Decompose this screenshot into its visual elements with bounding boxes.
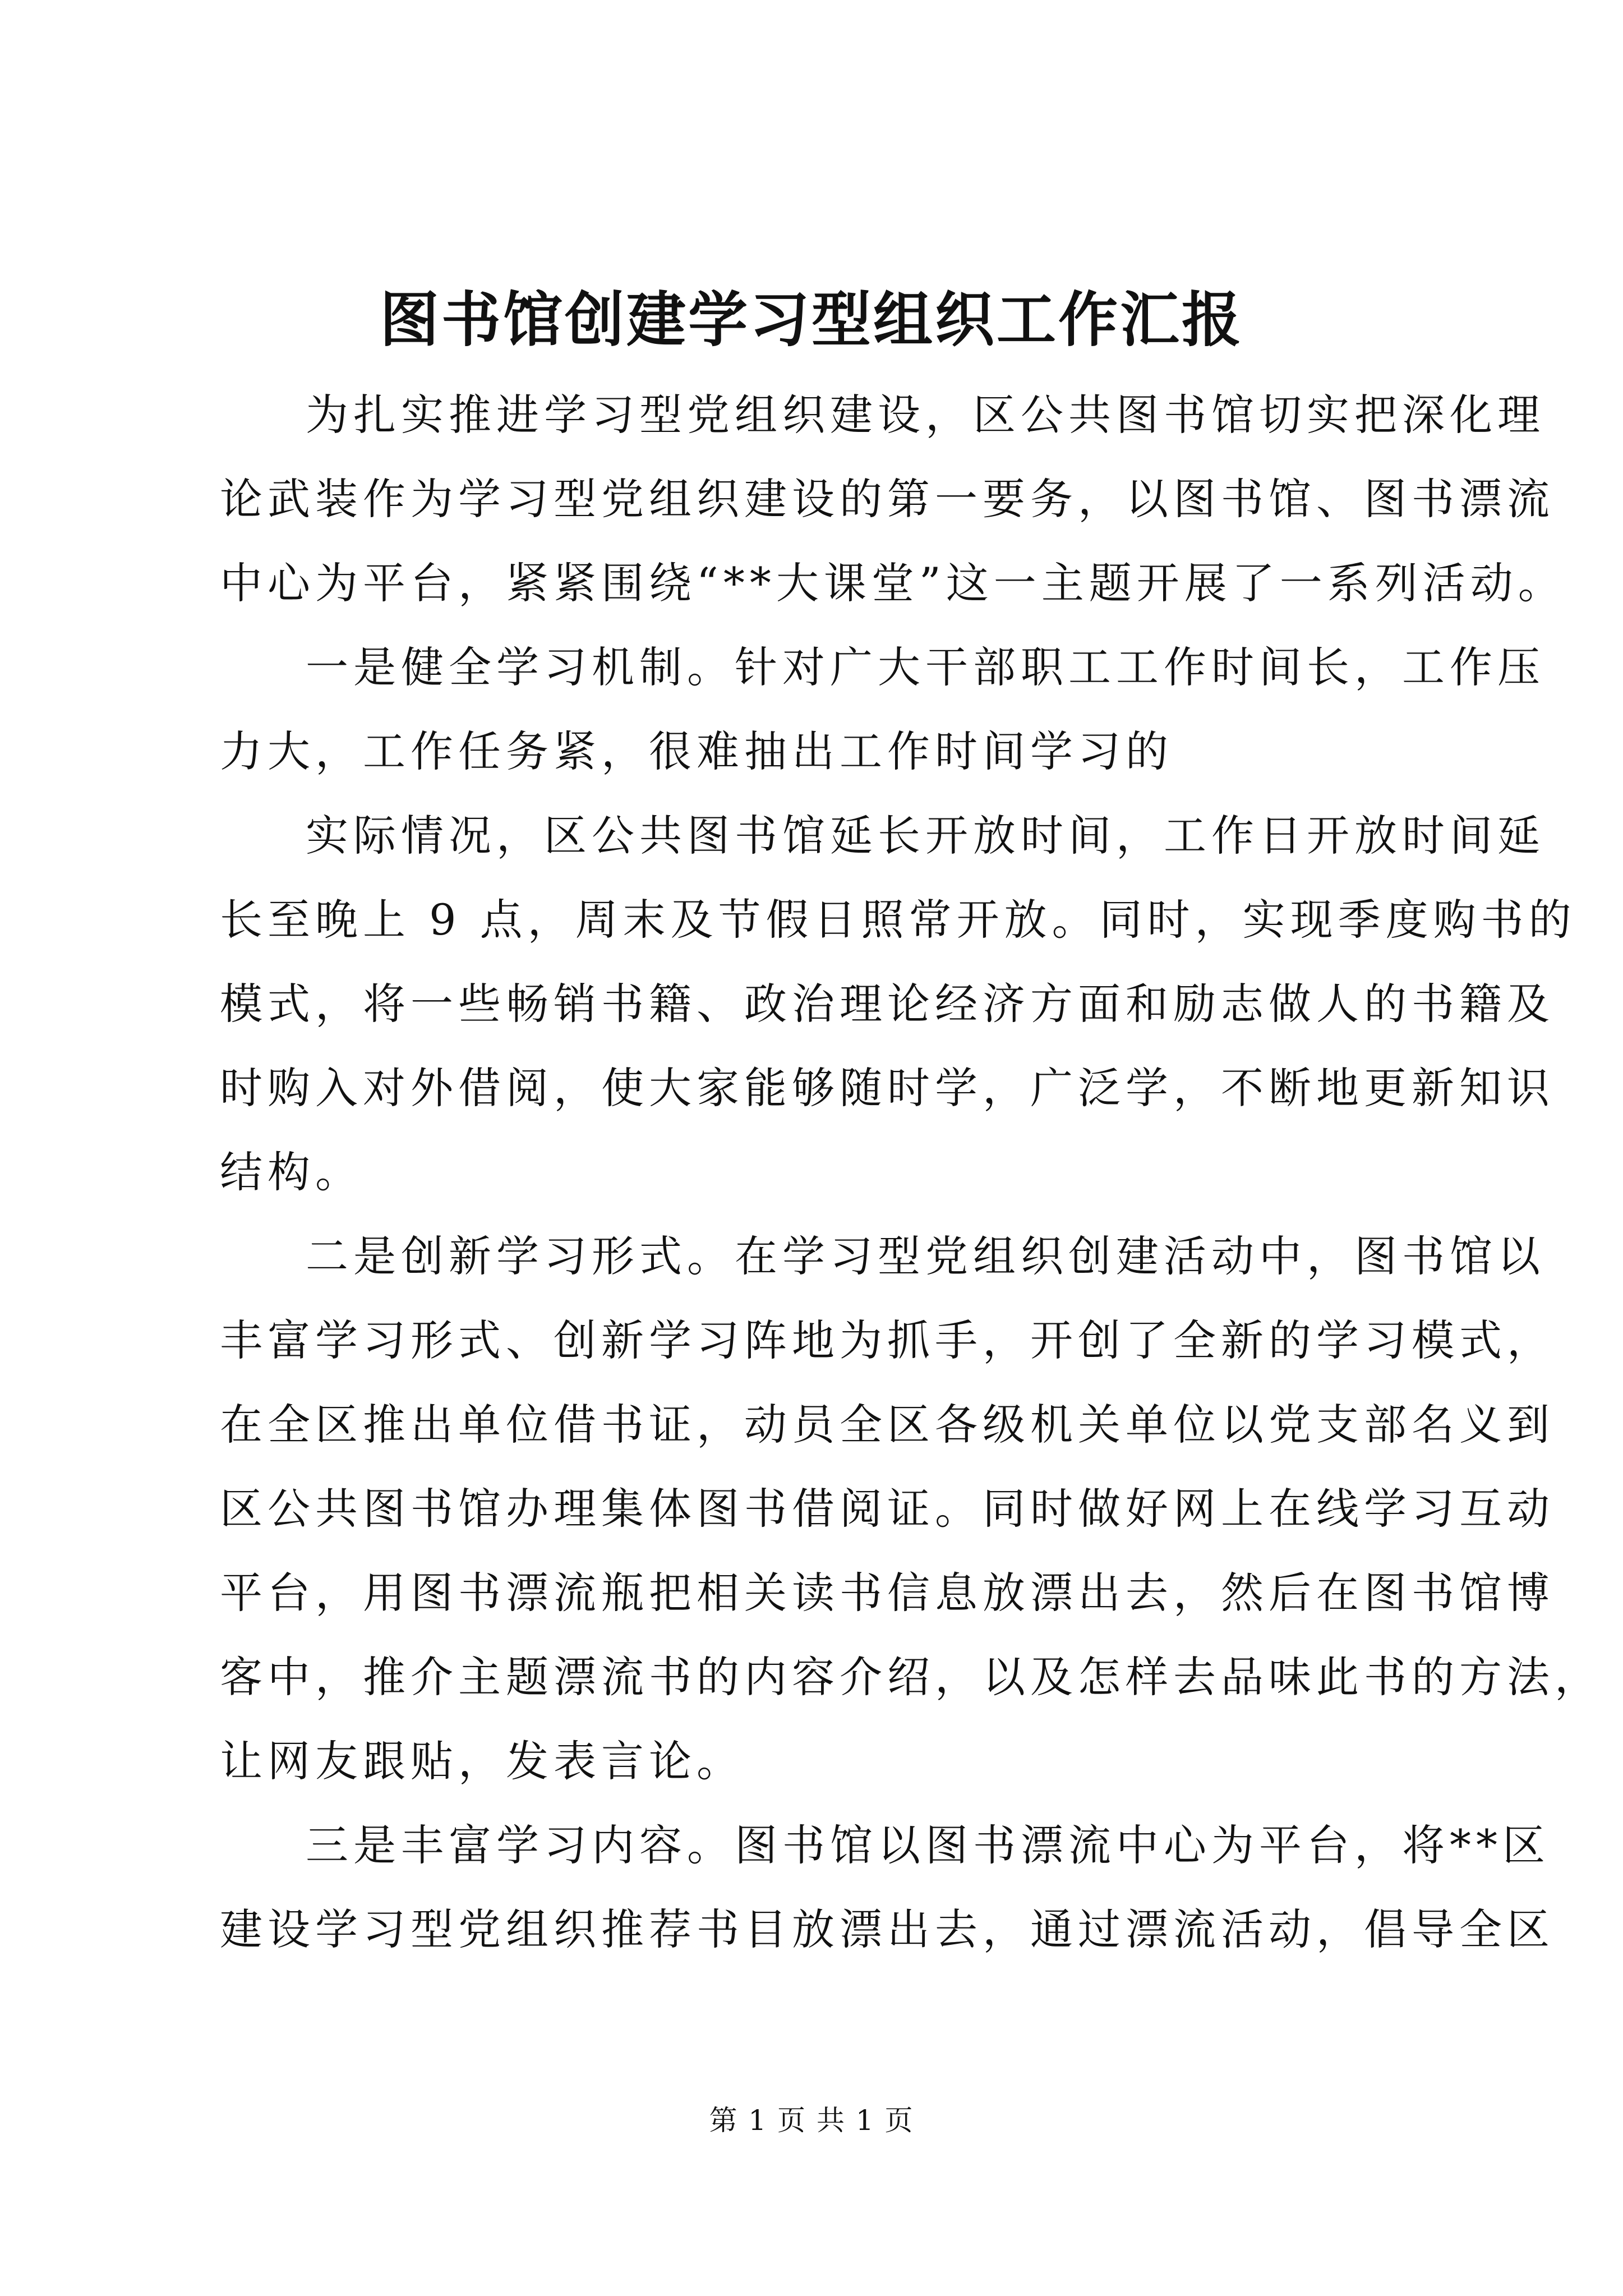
body-line: 一是健全学习机制。针对广大干部职工工作时间长，工作压	[306, 642, 1545, 692]
body-line: 长至晚上 9 点，周末及节假日照常开放。同时，实现季度购书的	[220, 895, 1576, 945]
body-line: 让网友跟贴，发表言论。	[220, 1736, 744, 1786]
body-line: 二是创新学习形式。在学习型党组织创建活动中，图书馆以	[306, 1231, 1545, 1281]
body-line: 为扎实推进学习型党组织建设，区公共图书馆切实把深化理	[306, 390, 1545, 440]
body-line: 时购入对外借阅，使大家能够随时学，广泛学，不断地更新知识	[220, 1063, 1555, 1113]
body-line: 实际情况，区公共图书馆延长开放时间，工作日开放时间延	[306, 811, 1545, 861]
body-line: 丰富学习形式、创新学习阵地为抓手，开创了全新的学习模式，	[220, 1315, 1555, 1365]
body-line: 区公共图书馆办理集体图书借阅证。同时做好网上在线学习互动	[220, 1484, 1555, 1534]
page-footer: 第 1 页 共 1 页	[709, 2104, 914, 2137]
body-line: 三是丰富学习内容。图书馆以图书漂流中心为平台，将**区	[306, 1820, 1550, 1870]
body-line: 平台，用图书漂流瓶把相关读书信息放漂出去，然后在图书馆博	[220, 1568, 1555, 1618]
body-line: 模式，将一些畅销书籍、政治理论经济方面和励志做人的书籍及	[220, 979, 1555, 1029]
document-title: 图书馆创建学习型组织工作汇报	[380, 284, 1243, 355]
body-line: 客中，推介主题漂流书的内容介绍，以及怎样去品味此书的方法，	[220, 1652, 1602, 1702]
body-line: 在全区推出单位借书证，动员全区各级机关单位以党支部名义到	[220, 1400, 1555, 1450]
body-line: 中心为平台，紧紧围绕“**大课堂”这一主题开展了一系列活动。	[220, 558, 1566, 608]
body-line: 结构。	[220, 1147, 363, 1197]
body-line: 力大，工作任务紧，很难抽出工作时间学习的	[220, 726, 1173, 776]
body-line: 论武装作为学习型党组织建设的第一要务，以图书馆、图书漂流	[220, 474, 1555, 524]
body-line: 建设学习型党组织推荐书目放漂出去，通过漂流活动，倡导全区	[220, 1904, 1555, 1954]
